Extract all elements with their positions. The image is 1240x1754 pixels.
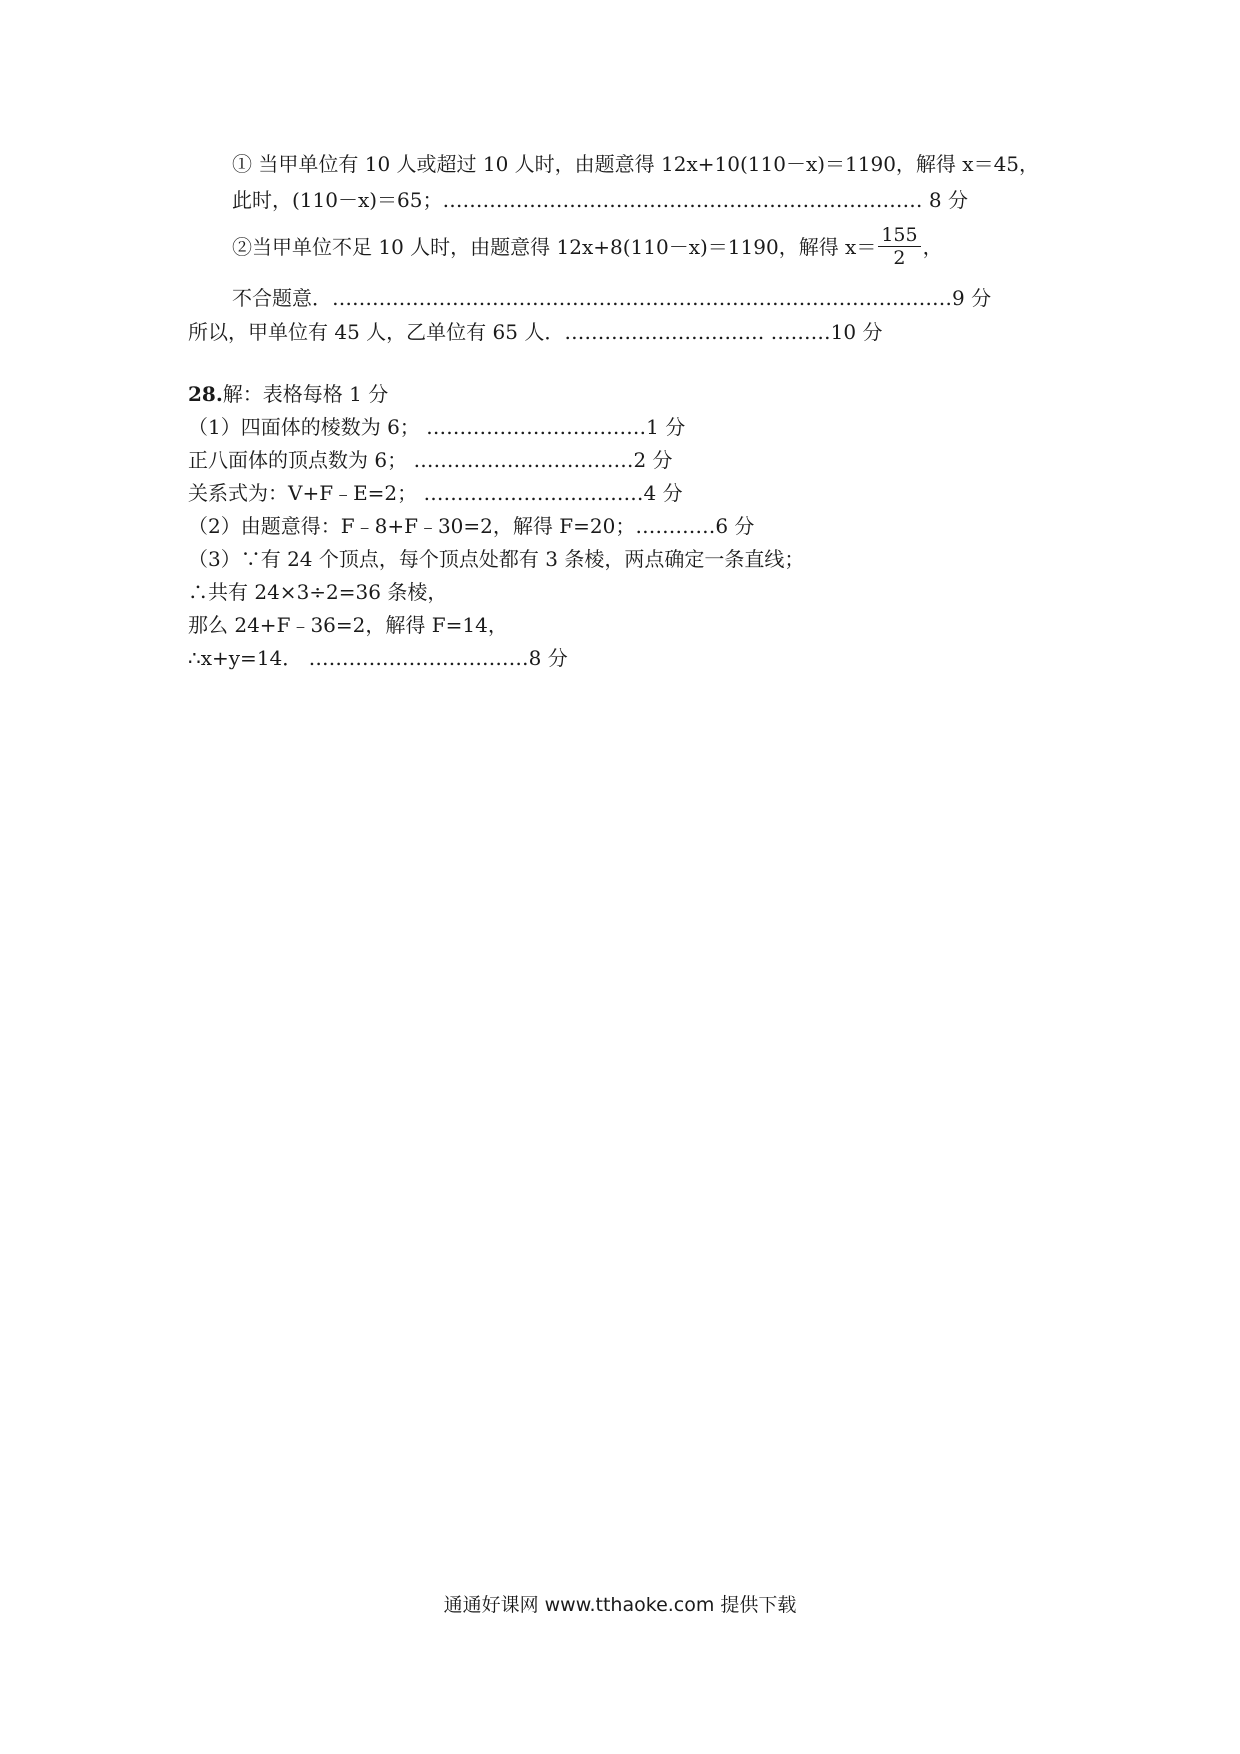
q28-line: 关系式为：V+F﹣E=2； ……………………………4 分 — [188, 481, 683, 505]
q27-line1: ① 当甲单位有 10 人或超过 10 人时，由题意得 12x+10(110－x)＝1190，解得 x＝45， — [232, 152, 1040, 176]
q27-line3-end: ， — [922, 235, 943, 259]
q28-line: （1）四面体的棱数为 6； ……………………………1 分 — [188, 415, 686, 439]
q27-line3-text: ②当甲单位不足 10 人时，由题意得 12x+8(110－x)＝1190，解得 x＝ — [232, 235, 877, 259]
q27-line3 — [232, 226, 943, 271]
fraction-denominator: 2 — [893, 247, 906, 269]
q27-line4: 不合题意．…………………………………………………………………………………9 分 — [232, 286, 992, 310]
q27-line5: 所以，甲单位有 45 人，乙单位有 65 人．………………………… ………10 分 — [188, 320, 883, 344]
q28-line: ∴x+y=14． ……………………………8 分 — [188, 646, 568, 670]
footer-source: 通通好课网 www.tthaoke.com 提供下载 — [443, 1594, 797, 1616]
q28-intro: 解：表格每格 1 分 — [222, 382, 389, 406]
q27-line2: 此时，(110－x)＝65；……………………………………………………………… 8 分 — [232, 188, 968, 212]
q28-line: （3）∵有 24 个顶点，每个顶点处都有 3 条棱，两点确定一条直线； — [188, 547, 805, 571]
q28-heading — [188, 382, 388, 406]
q28-number: 28. — [188, 382, 223, 406]
q28-line: ∴共有 24×3÷2=36 条棱， — [188, 580, 448, 604]
q28-line: 正八面体的顶点数为 6； ……………………………2 分 — [188, 448, 673, 472]
q28-line: 那么 24+F﹣36=2，解得 F=14， — [188, 613, 508, 637]
q28-line: （2）由题意得：F﹣8+F﹣30=2，解得 F=20；…………6 分 — [188, 514, 755, 538]
fraction-numerator: 155 — [878, 224, 920, 247]
fraction — [878, 224, 920, 269]
